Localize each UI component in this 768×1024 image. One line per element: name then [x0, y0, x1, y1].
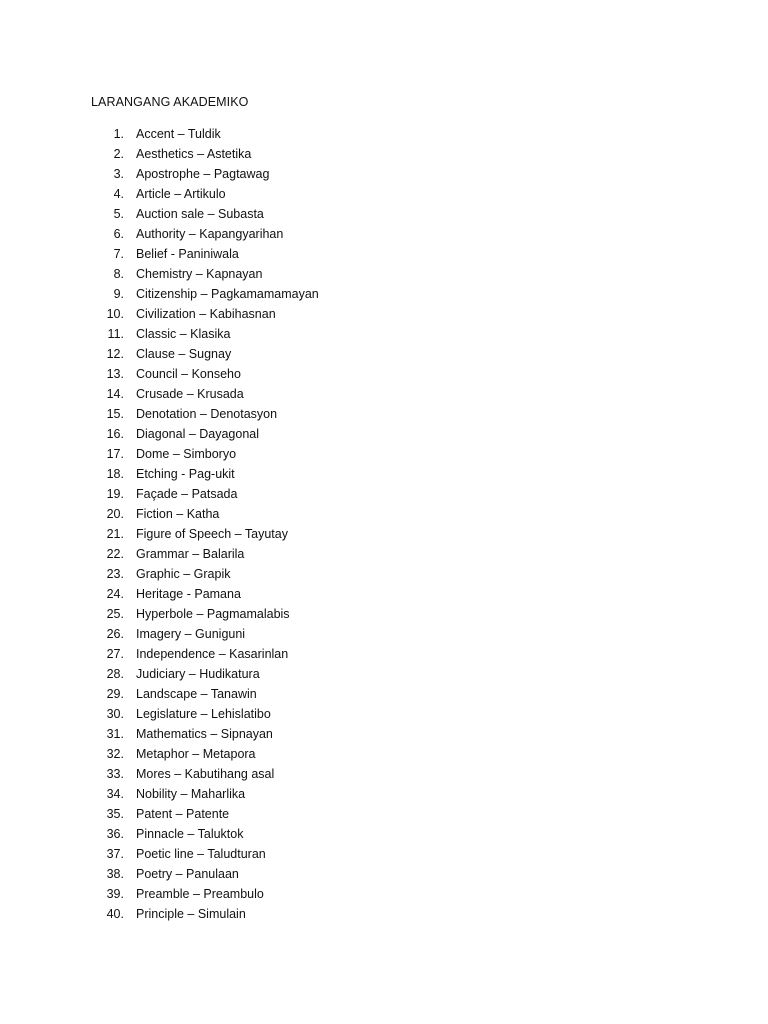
- item-text: Grammar – Balarila: [136, 547, 245, 561]
- list-item: [0, 284, 768, 304]
- item-text: Civilization – Kabihasnan: [136, 307, 276, 321]
- item-number: 37.: [106, 847, 124, 861]
- list-item: [0, 244, 768, 264]
- item-text: Figure of Speech – Tayutay: [136, 527, 288, 541]
- item-text: Heritage - Pamana: [136, 587, 241, 601]
- item-text: Mathematics – Sipnayan: [136, 727, 273, 741]
- item-number: 32.: [106, 747, 124, 761]
- item-number: 15.: [106, 407, 124, 421]
- item-text: Citizenship – Pagkamamamayan: [136, 287, 319, 301]
- item-number: 22.: [106, 547, 124, 561]
- list-item: [0, 464, 768, 484]
- list-item: [0, 684, 768, 704]
- list-item: [0, 204, 768, 224]
- list-item: [0, 644, 768, 664]
- item-text: Mores – Kabutihang asal: [136, 767, 275, 781]
- item-number: 7.: [113, 247, 124, 261]
- item-number: 16.: [106, 427, 124, 441]
- item-number: 11.: [107, 327, 124, 341]
- list-item: [0, 784, 768, 804]
- item-text: Metaphor – Metapora: [136, 747, 256, 761]
- item-number: 33.: [106, 767, 124, 781]
- item-number: 27.: [106, 647, 124, 661]
- item-text: Preamble – Preambulo: [136, 887, 264, 901]
- list-item: [0, 344, 768, 364]
- item-number: 20.: [106, 507, 124, 521]
- item-number: 40.: [106, 907, 124, 921]
- list-item: [0, 824, 768, 844]
- item-text: Denotation – Denotasyon: [136, 407, 278, 421]
- list-item: [0, 504, 768, 524]
- item-text: Legislature – Lehislatibo: [136, 707, 271, 721]
- list-item: [0, 384, 768, 404]
- item-number: 21.: [106, 527, 124, 541]
- list-item: [0, 604, 768, 624]
- item-text: Crusade – Krusada: [136, 387, 244, 401]
- list-item: [0, 444, 768, 464]
- item-text: Chemistry – Kapnayan: [136, 267, 263, 281]
- item-text: Poetry – Panulaan: [136, 867, 239, 881]
- list-item: [0, 804, 768, 824]
- list-item: [0, 624, 768, 644]
- item-number: 18.: [106, 467, 124, 481]
- list-item: [0, 744, 768, 764]
- list-item: [0, 704, 768, 724]
- list-item: [0, 664, 768, 684]
- item-text: Council – Konseho: [136, 367, 241, 381]
- term-list: [0, 124, 768, 924]
- list-item: [0, 584, 768, 604]
- list-item: [0, 724, 768, 744]
- list-item: [0, 484, 768, 504]
- item-text: Belief - Paniniwala: [136, 247, 239, 261]
- item-text: Etching - Pag-ukit: [136, 467, 235, 481]
- item-number: 12.: [106, 347, 124, 361]
- list-item: [0, 304, 768, 324]
- item-text: Judiciary – Hudikatura: [136, 667, 260, 681]
- item-text: Accent – Tuldik: [136, 127, 221, 141]
- list-item: [0, 124, 768, 144]
- item-text: Hyperbole – Pagmamalabis: [136, 607, 290, 621]
- list-item: [0, 364, 768, 384]
- list-item: [0, 544, 768, 564]
- item-number: 26.: [106, 627, 124, 641]
- item-text: Patent – Patente: [136, 807, 230, 821]
- item-number: 3.: [113, 167, 124, 181]
- list-item: [0, 404, 768, 424]
- list-item: [0, 904, 768, 924]
- item-number: 10.: [106, 307, 124, 321]
- item-number: 17.: [106, 447, 124, 461]
- list-item: [0, 524, 768, 544]
- item-text: Pinnacle – Taluktok: [136, 827, 244, 841]
- item-text: Imagery – Guniguni: [136, 627, 246, 641]
- item-number: 6.: [113, 227, 124, 241]
- list-item: [0, 264, 768, 284]
- item-number: 5.: [113, 207, 124, 221]
- item-number: 19.: [106, 487, 124, 501]
- item-number: 4.: [113, 187, 124, 201]
- item-text: Article – Artikulo: [136, 187, 226, 201]
- item-number: 2.: [113, 147, 124, 161]
- item-text: Nobility – Maharlika: [136, 787, 246, 801]
- item-text: Classic – Klasika: [136, 327, 231, 341]
- item-number: 28.: [106, 667, 124, 681]
- item-number: 36.: [106, 827, 124, 841]
- item-number: 38.: [106, 867, 124, 881]
- list-item: [0, 564, 768, 584]
- item-text: Façade – Patsada: [136, 487, 238, 501]
- item-text: Fiction – Katha: [136, 507, 220, 521]
- item-number: 30.: [106, 707, 124, 721]
- item-text: Independence – Kasarinlan: [136, 647, 289, 661]
- item-text: Authority – Kapangyarihan: [136, 227, 284, 241]
- item-text: Clause – Sugnay: [136, 347, 232, 361]
- item-text: Landscape – Tanawin: [136, 687, 257, 701]
- item-text: Dome – Simboryo: [136, 447, 237, 461]
- item-number: 9.: [113, 287, 124, 301]
- list-item: [0, 184, 768, 204]
- item-text: Diagonal – Dayagonal: [136, 427, 260, 441]
- item-number: 14.: [106, 387, 124, 401]
- list-item: [0, 884, 768, 904]
- item-number: 39.: [106, 887, 124, 901]
- list-item: [0, 864, 768, 884]
- item-number: 35.: [106, 807, 124, 821]
- item-text: Aesthetics – Astetika: [136, 147, 252, 161]
- list-item: [0, 164, 768, 184]
- item-number: 1.: [113, 127, 124, 141]
- item-text: Principle – Simulain: [136, 907, 246, 921]
- item-number: 31.: [106, 727, 124, 741]
- document-title: LARANGANG AKADEMIKO: [91, 95, 249, 109]
- list-item: [0, 144, 768, 164]
- item-text: Apostrophe – Pagtawag: [136, 167, 270, 181]
- item-number: 13.: [106, 367, 124, 381]
- item-number: 25.: [106, 607, 124, 621]
- list-item: [0, 764, 768, 784]
- item-number: 8.: [113, 267, 124, 281]
- list-item: [0, 844, 768, 864]
- item-number: 23.: [106, 567, 124, 581]
- list-item: [0, 324, 768, 344]
- item-number: 24.: [106, 587, 124, 601]
- item-number: 29.: [106, 687, 124, 701]
- item-text: Graphic – Grapik: [136, 567, 231, 581]
- list-item: [0, 224, 768, 244]
- item-text: Auction sale – Subasta: [136, 207, 264, 221]
- item-text: Poetic line – Taludturan: [136, 847, 266, 861]
- list-item: [0, 424, 768, 444]
- item-number: 34.: [106, 787, 124, 801]
